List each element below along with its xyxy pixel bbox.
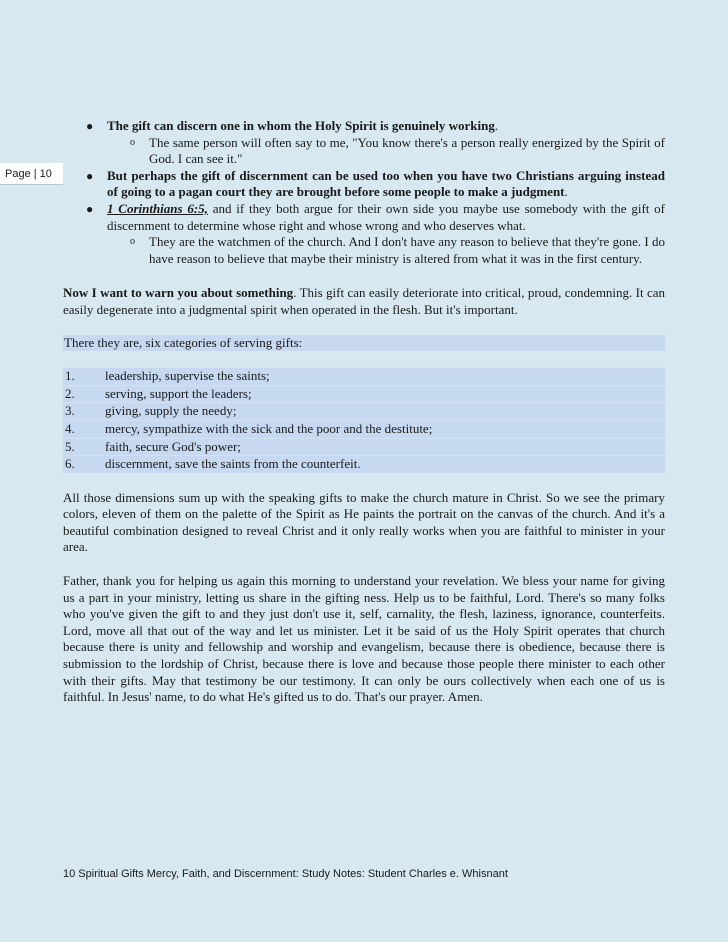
bullet-text: . (564, 184, 568, 200)
bullet-item (63, 201, 665, 267)
categories-list (63, 367, 665, 473)
category-item (63, 402, 665, 420)
bullet-dot-icon: ● (86, 201, 94, 216)
sub-item-text: They are the watchmen of the church. And I don't have any reason to believe that they're gone. I do have reason to believe that maybe their ministry is altered from what it was in the first century. (149, 234, 665, 266)
category-number: 5. (65, 438, 75, 454)
categories-intro: There they are, six categories of serving gifts: (63, 335, 665, 352)
category-number: 4. (65, 420, 75, 436)
category-number: 6. (65, 456, 75, 472)
bullet-bold-text: The gift can discern one in whom the Holy Spirit is genuinely working (107, 118, 495, 133)
category-item (63, 438, 665, 456)
sub-bullet-icon: o (130, 236, 135, 248)
category-item (63, 455, 665, 473)
category-number: 2. (65, 385, 75, 401)
warning-paragraph (63, 285, 665, 318)
bullet-bold-text: But perhaps the gift of discernment can be used too when you have two Christians arguing instead of going to a pagan court they are brought before some people to make a judgment (107, 167, 665, 200)
prayer-paragraph: Father, thank you for helping us again this morning to understand your revelation. We bless your name for giving us a part in your ministry, letting us share in the gifting ness. Help us to be faithful, Lord. There's so many folks who you've given the gift to and they just don't use it, self, carnality, the flesh, laziness, ignorance, counterfeits. Lord, move all that out of the way and let us minister. Let it be said of us the Holy Spirit operates that church because there is unity and fellowship and worship and evangelism, because there is obedience, because there is submission to the lordship of Christ, because there is love and because those people there minister to each other with their gifts. May that testimony be our testimony. It can only be ours collectively when each one of us is faithful. In Jesus' name, to do what He's gifted us to do. That's our prayer. Amen. (63, 573, 665, 705)
warning-bold-text: Now I want to warn you about something (63, 285, 294, 301)
document-body (63, 118, 665, 706)
sub-item-text: The same person will often say to me, "You know there's a person really energized by the Spirit of God. I can see it." (149, 134, 665, 167)
sub-item (107, 135, 665, 168)
sub-bullet-icon: o (130, 136, 135, 148)
category-text: discernment, save the saints from the counterfeit. (105, 456, 361, 472)
summary-paragraph: All those dimensions sum up with the speaking gifts to make the church mature in Christ. So we see the primary colors, eleven of them on the palette of the Spirit as He paints the portrait on the canvas of the church. And it's a beautiful combination designed to reveal Christ and it only really works when you are faithful to minister in your area. (63, 489, 665, 555)
category-number: 3. (65, 403, 75, 419)
page-footer: 10 Spiritual Gifts Mercy, Faith, and Discernment: Study Notes: Student Charles e. Whisnant (63, 868, 508, 880)
category-text: mercy, sympathize with the sick and the poor and the destitute; (105, 420, 433, 436)
category-text: serving, support the leaders; (105, 385, 252, 401)
category-text: leadership, supervise the saints; (105, 368, 270, 384)
category-item (63, 420, 665, 438)
bullet-item (63, 118, 665, 168)
category-text: giving, supply the needy; (105, 403, 237, 419)
sub-item (107, 234, 665, 267)
category-number: 1. (65, 368, 75, 384)
category-text: faith, secure God's power; (105, 438, 241, 454)
category-item (63, 385, 665, 403)
category-item (63, 367, 665, 385)
bullet-dot-icon: ● (86, 168, 94, 183)
bullet-item (63, 168, 665, 201)
sub-list (107, 234, 665, 267)
sub-list (107, 135, 665, 168)
warning-text: . This gift can easily deteriorate into critical, proud, condemning. It can easily degenerate into a judgmental spirit when operated in the flesh. But it's important. (63, 285, 666, 317)
page-number-tab: Page | 10 (0, 163, 63, 185)
scripture-reference: 1 Corinthians 6:5, (107, 200, 208, 216)
bullet-text: . (494, 118, 499, 133)
bullet-list (63, 118, 665, 267)
bullet-text: and if they both argue for their own side you maybe use somebody with the gift of discernment to determine whose right and whose wrong and who deserves what. (107, 200, 665, 233)
bullet-dot-icon: ● (86, 119, 94, 133)
